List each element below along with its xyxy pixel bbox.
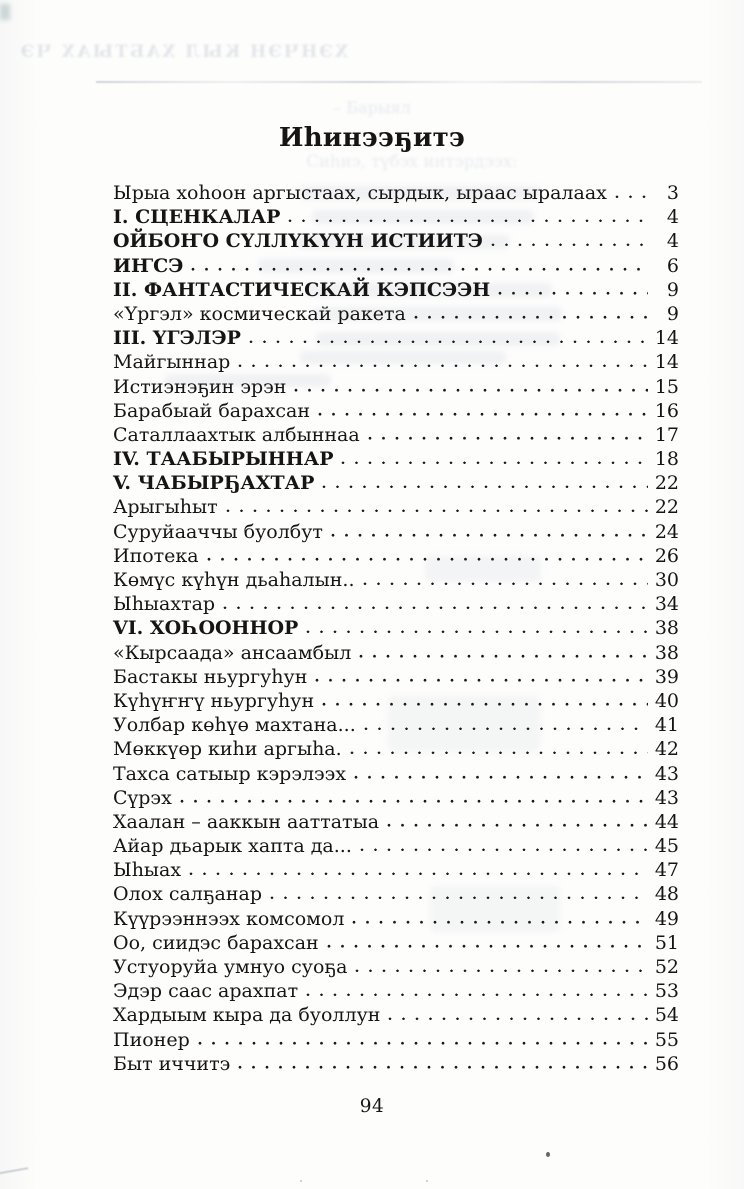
toc-entry-label: Майгыннар — [113, 351, 231, 374]
toc-entry-label: VI. ХОҺООННОР — [113, 617, 299, 640]
toc-row — [113, 882, 679, 906]
toc-entry-label: Олох салҕанар — [113, 883, 263, 906]
toc-entry-page: 54 — [654, 1004, 679, 1027]
toc-entry-label: Устуоруйа умнуо суоҕа — [113, 956, 348, 978]
dot-leader — [189, 871, 648, 876]
toc-row — [113, 979, 679, 1003]
toc-row — [113, 1028, 679, 1052]
dot-leader — [207, 557, 648, 562]
dot-leader — [318, 412, 648, 417]
toc-row — [113, 205, 679, 229]
dot-leader — [615, 194, 648, 199]
toc-entry-page: 42 — [654, 738, 679, 761]
bleedthrough-line-2: Сиһиэ, түбэх интэрдээх: — [306, 152, 518, 171]
toc-row — [113, 762, 679, 786]
toc-entry-page: 47 — [654, 859, 679, 882]
dot-leader — [238, 363, 648, 368]
toc-entry-label: V. ЧАБЫРҔАХТАР — [113, 472, 315, 495]
dot-leader — [315, 678, 648, 683]
toc-entry-page: 18 — [654, 448, 679, 471]
toc-row — [113, 641, 679, 665]
toc-row — [113, 689, 679, 713]
toc-entry-page: 41 — [654, 714, 679, 737]
toc-row — [113, 399, 679, 423]
toc-entry-label: Суруйааччы буолбут — [113, 520, 323, 543]
toc-entry-page: 40 — [654, 689, 679, 712]
toc-entry-page: 53 — [654, 980, 679, 1003]
toc-row — [113, 229, 679, 253]
toc-entry-label: Көмүс күһүн дьаһалын.. — [113, 569, 355, 591]
toc-entry-label: ОЙБОҤО СҮЛЛҮКҮҮН ИСТИИТЭ — [113, 230, 483, 253]
scan-speck — [546, 1152, 550, 1157]
toc-entry-page: 43 — [654, 762, 679, 785]
toc-entry-page: 9 — [666, 302, 679, 325]
dot-leader — [388, 1016, 648, 1021]
dot-leader — [363, 581, 649, 586]
toc-row — [113, 254, 679, 278]
toc-entry-page: 34 — [654, 593, 679, 616]
toc-entry-page: 44 — [654, 810, 679, 833]
toc-entry-label: Уолбар көһүө махтана... — [113, 714, 356, 737]
dot-leader — [249, 339, 648, 344]
toc-row — [113, 931, 679, 955]
dot-leader — [498, 291, 648, 296]
toc-entry-page: 16 — [654, 399, 679, 422]
bleedthrough-running-header: ХЭНЧЭН КЫЛ ХАБТЫАХ ЧЭ — [18, 42, 348, 62]
toc-entry-label: Айар дьарык хапта да... — [113, 835, 352, 858]
toc-entry-label: Хардыым кыра да буоллун — [113, 1004, 381, 1027]
dot-leader — [352, 920, 648, 925]
toc-row — [113, 810, 679, 834]
toc-row — [113, 302, 679, 326]
toc-row — [113, 713, 679, 737]
toc-row — [113, 592, 679, 616]
toc-entry-page: 43 — [654, 786, 679, 809]
dot-leader — [306, 992, 648, 997]
toc-entry-page: 22 — [654, 472, 679, 495]
dot-leader — [364, 726, 648, 731]
dot-leader — [322, 702, 648, 707]
toc-entry-label: Күүрээннээх комсомол — [113, 907, 345, 930]
toc-entry-label: Сүрэх — [113, 786, 172, 809]
toc-row — [113, 350, 679, 374]
toc-row — [113, 665, 679, 689]
toc-row — [113, 181, 679, 205]
dot-leader — [288, 218, 648, 223]
toc-entry-page: 55 — [654, 1028, 679, 1051]
toc-entry-label: III. ҮГЭЛЭР — [113, 327, 241, 350]
dot-leader — [180, 799, 648, 804]
dot-leader — [327, 944, 648, 949]
dot-leader — [191, 267, 648, 272]
toc-entry-page: 4 — [666, 206, 679, 229]
toc-entry-label: Тахса сатыыр кэрэлээх — [113, 762, 347, 785]
toc-row — [113, 737, 679, 761]
toc-entry-page: 4 — [666, 230, 679, 253]
toc-entry-label: Бастакы ньургуһун — [113, 665, 308, 688]
toc-entry-page: 56 — [654, 1052, 679, 1075]
toc-row — [113, 495, 679, 519]
page-number: 94 — [359, 1096, 385, 1117]
toc-entry-page: 30 — [654, 569, 679, 591]
dot-leader — [238, 1065, 648, 1070]
dot-leader — [226, 508, 648, 513]
dot-leader — [354, 775, 648, 780]
dot-leader — [355, 968, 648, 973]
toc-row — [113, 471, 679, 495]
toc-entry-label: Ыһыахтар — [113, 593, 216, 616]
dot-leader — [322, 484, 648, 489]
toc-entry-page: 39 — [654, 665, 679, 688]
dot-leader — [223, 605, 648, 610]
dot-leader — [341, 460, 648, 465]
toc-entry-label: Арыгыһыт — [113, 496, 218, 519]
toc-entry-label: Саталлаахтык албыннаа — [113, 423, 360, 446]
toc-entry-label: Оо, сиидэс барахсан — [113, 931, 319, 954]
toc-entry-page: 22 — [654, 496, 679, 519]
scan-blotch — [0, 4, 10, 20]
toc-row — [113, 616, 679, 640]
toc-row — [113, 520, 679, 544]
dot-leader — [331, 533, 648, 538]
toc-entry-page: 15 — [654, 375, 679, 398]
dot-leader — [198, 1041, 648, 1046]
dot-leader — [360, 847, 648, 852]
toc-row — [113, 447, 679, 471]
toc-entry-page: 45 — [654, 835, 679, 858]
scan-speck — [300, 1180, 302, 1182]
toc-entry-page: 14 — [654, 351, 679, 374]
toc-row — [113, 858, 679, 882]
toc-entry-label: «Үргэл» космическай ракета — [113, 302, 406, 325]
toc-entry-label: ИҤСЭ — [113, 254, 184, 277]
dot-leader — [359, 654, 648, 659]
dot-leader — [350, 750, 648, 755]
toc-entry-page: 24 — [654, 520, 679, 543]
toc-row — [113, 786, 679, 810]
toc-entry-label: Хаалан – ааккын ааттатыа — [113, 810, 380, 833]
toc-entry-label: Ыһыах — [113, 859, 182, 882]
toc-row — [113, 955, 679, 979]
toc-entry-page: 9 — [666, 278, 679, 301]
toc-entry-label: Ипотека — [113, 544, 199, 567]
toc-entry-label: Күһүҥҥү ньургуһун — [113, 689, 315, 712]
toc-entry-page: 3 — [666, 182, 679, 204]
dot-leader — [270, 895, 648, 900]
toc-row — [113, 326, 679, 350]
toc-row — [113, 423, 679, 447]
toc-entry-label: Ырыа хоһоон аргыстаах, сырдык, ыраас ыралаах — [113, 182, 607, 204]
toc-row — [113, 278, 679, 302]
toc-entry-page: 38 — [654, 617, 679, 640]
toc-entry-label: I. СЦЕНКАЛАР — [113, 206, 281, 229]
dot-leader — [294, 388, 648, 393]
toc-entry-label: Быт иччитэ — [113, 1052, 231, 1075]
toc-entry-label: «Кырсаада» ансаамбыл — [113, 641, 352, 664]
dot-leader — [306, 629, 648, 634]
toc-entry-page: 14 — [654, 327, 679, 350]
dot-leader — [368, 436, 648, 441]
dot-leader — [414, 315, 648, 320]
toc-entry-label: Эдэр саас арахпат — [113, 980, 299, 1003]
toc-row — [113, 907, 679, 931]
toc-entry-page: 49 — [654, 907, 679, 930]
scan-speck — [426, 1180, 428, 1182]
toc-row — [113, 834, 679, 858]
page-curl-mark — [0, 1167, 31, 1189]
toc-entry-page: 38 — [654, 641, 679, 664]
toc-entry-label: Истиэнэҕин эрэн — [113, 375, 287, 398]
toc-row — [113, 1052, 679, 1076]
toc-entry-page: 52 — [654, 956, 679, 978]
toc-entry-label: Пионер — [113, 1028, 190, 1051]
toc-entry-page: 26 — [654, 544, 679, 567]
toc-entry-label: IV. ТААБЫРЫННАР — [113, 448, 334, 471]
bleedthrough-rule — [96, 81, 702, 83]
page-title: Иһинээҕитэ — [278, 123, 466, 153]
bleedthrough-line-1: – Барыял — [333, 98, 411, 117]
toc-entry-page: 51 — [654, 931, 679, 954]
toc-row — [113, 544, 679, 568]
toc-entry-page: 6 — [666, 254, 679, 277]
toc-entry-page: 48 — [654, 883, 679, 906]
toc-row — [113, 568, 679, 592]
toc-entry-label: II. ФАНТАСТИЧЕСКАЙ КЭПСЭЭН — [113, 278, 491, 301]
toc-entry-label: Барабыай барахсан — [113, 399, 310, 422]
toc-row — [113, 375, 679, 399]
toc-entry-label: Мөккүөр киһи аргыһа. — [113, 738, 342, 761]
toc — [113, 181, 679, 1076]
dot-leader — [491, 242, 648, 247]
toc-row — [113, 1003, 679, 1027]
toc-entry-page: 17 — [654, 423, 679, 446]
dot-leader — [387, 823, 648, 828]
